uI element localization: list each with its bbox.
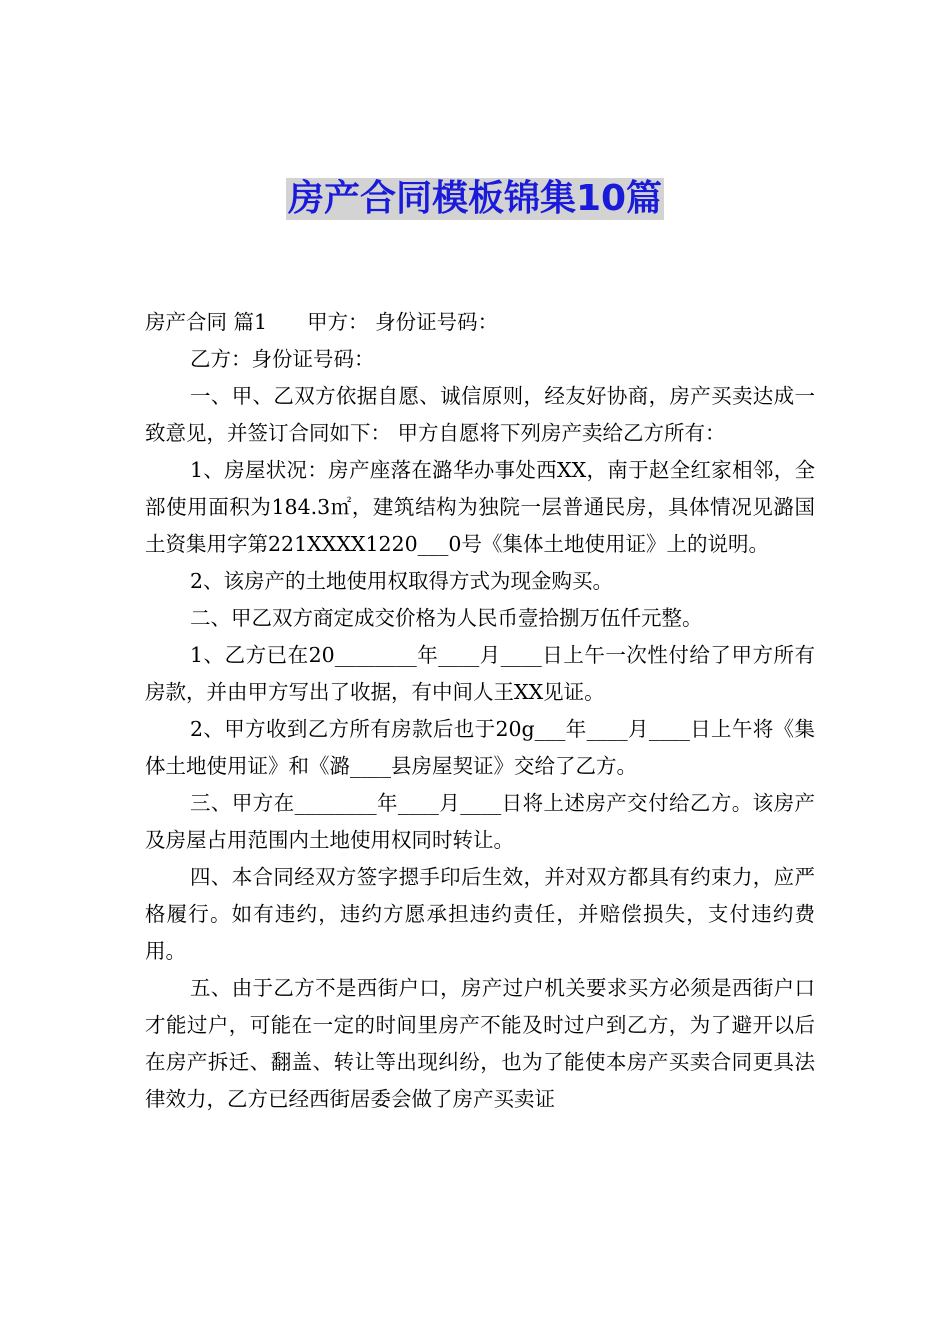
document-body	[145, 304, 815, 1118]
paragraph: 五、由于乙方不是西街户口，房产过户机关要求买方必须是西街户口才能过户，可能在一定的时间里房产不能及时过户到乙方，为了避开以后在房产拆迁、翻盖、转让等出现纠纷，也为了能使本房产买卖合同更具法律效力，乙方已经西街居委会做了房产买卖证	[145, 976, 815, 1111]
contract-label: 房产合同 篇1	[145, 310, 268, 334]
party-a-line: 甲方： 身份证号码：	[307, 310, 499, 334]
document-title: 房产合同模板锦集10篇	[287, 178, 663, 219]
paragraph: 2、该房产的土地使用权取得方式为现金购买。	[190, 569, 614, 593]
paragraph: 二、甲乙双方商定成交价格为人民币壹拾捌万伍仟元整。	[190, 606, 703, 630]
title-container	[0, 178, 950, 220]
contract-header-line	[145, 304, 815, 341]
paragraph: 乙方：身份证号码：	[190, 347, 375, 371]
paragraph: 三、甲方在________年____月____日将上述房产交付给乙方。该房产及房屋占用范围内土地使用权同时转让。	[145, 791, 815, 852]
paragraph: 2、甲方收到乙方所有房款后也于20g___年____月____日上午将《集体土地使用证》和《潞____县房屋契证》交给了乙方。	[145, 717, 815, 778]
paragraph: 1、乙方已在20________年____月____日上午一次性付给了甲方所有房款，并由甲方写出了收据，有中间人王XX见证。	[145, 643, 815, 704]
paragraph: 1、房屋状况：房产座落在潞华办事处西XX，南于赵全红家相邻，全部使用面积为184.3㎡，建筑结构为独院一层普通民房，具体情况见潞国土资集用字第221XXXX1220___0号《集体土地使用证》上的说明。	[145, 458, 815, 556]
paragraph: 四、本合同经双方签字摁手印后生效，并对双方都具有约束力，应严格履行。如有违约，违约方愿承担违约责任，并赔偿损失，支付违约费用。	[145, 865, 815, 963]
paragraph: 一、甲、乙双方依据自愿、诚信原则，经友好协商，房产买卖达成一致意见，并签订合同如下： 甲方自愿将下列房产卖给乙方所有：	[145, 384, 815, 445]
